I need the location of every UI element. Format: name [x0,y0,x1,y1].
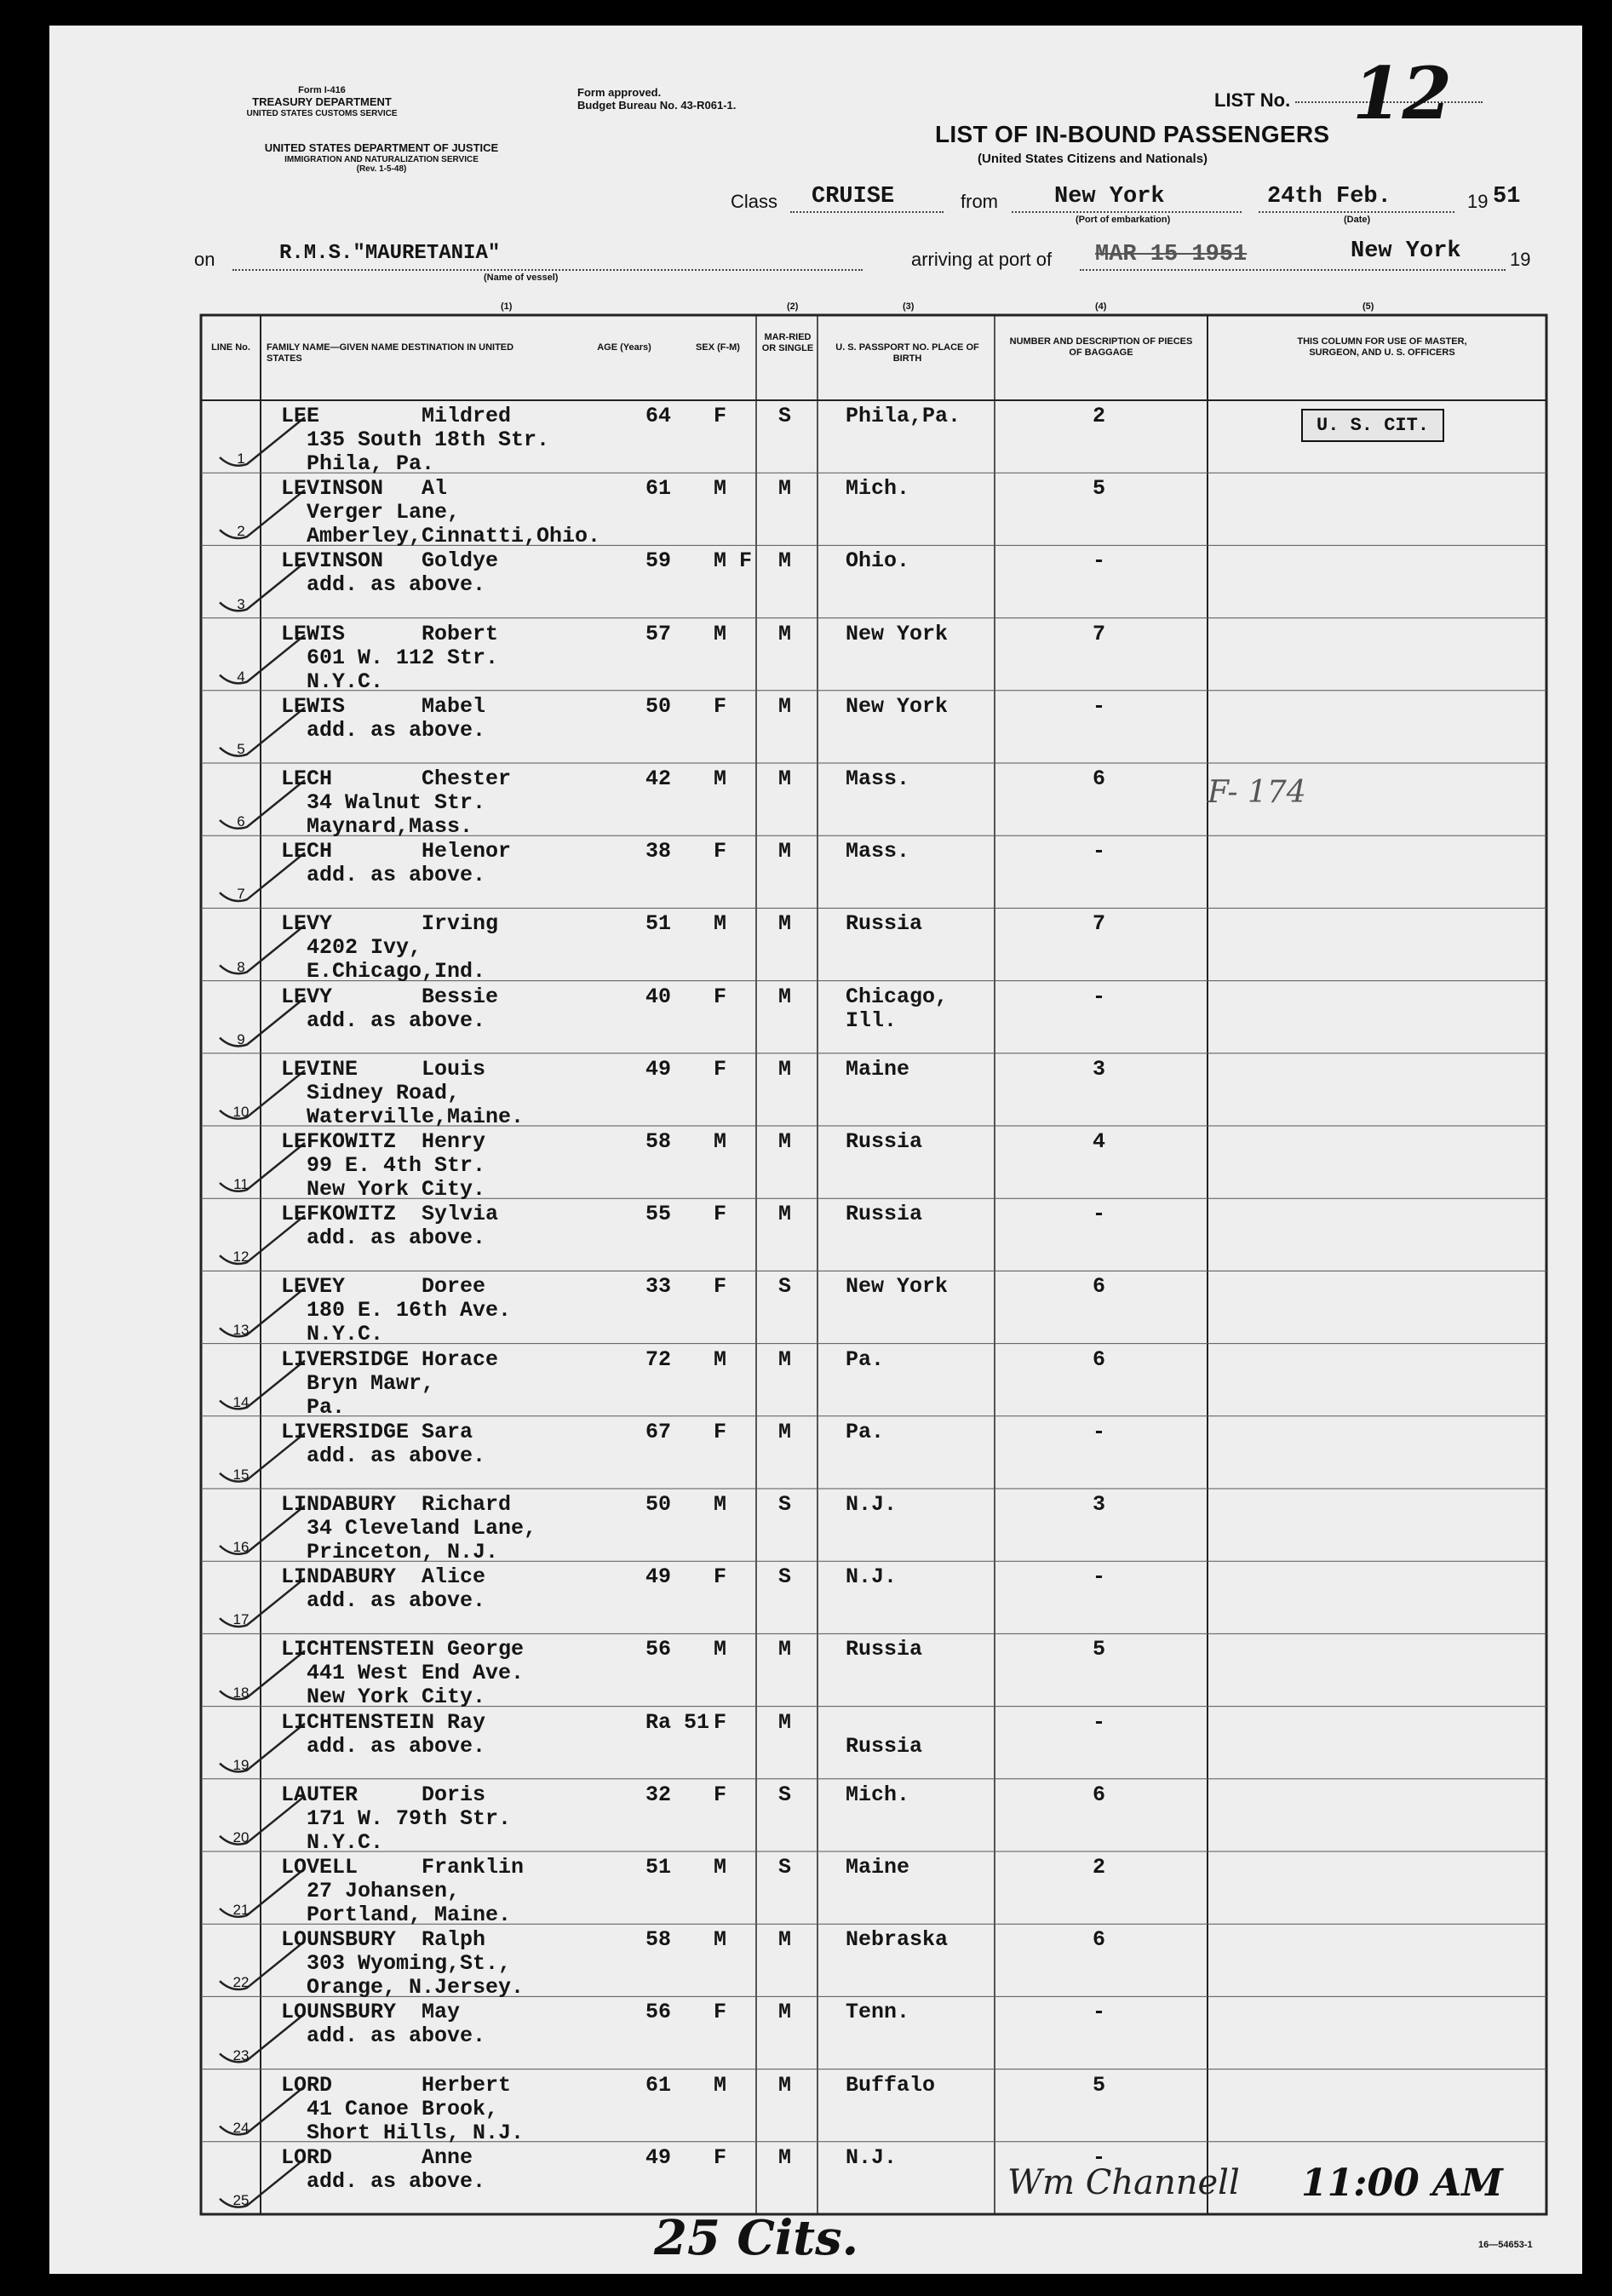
table-row [49,691,1582,763]
table-row [49,1271,1582,1347]
sex: F [714,1056,727,1082]
age: 49 [645,1056,672,1082]
passenger-name: LEFKOWITZ Henry [281,1129,486,1154]
table-row [49,1779,1582,1855]
arriving-value: New York [1351,238,1461,264]
sex: M [714,1637,727,1662]
place-of-birth: N.J. [846,1564,898,1590]
place-of-birth: Ohio. [846,548,910,574]
date-label: (Date) [1344,215,1371,225]
footer-code: 16—54653-1 [1478,2240,1533,2250]
baggage-count: - [1093,1419,1106,1444]
passenger-address: Portland, Maine. [281,1903,512,1927]
place-of-birth: Ill. [846,1007,898,1033]
header-officers: THIS COLUMN FOR USE OF MASTER, SURGEON, AND U. S. OFFICERS [1297,336,1467,359]
line-number: 25 [232,2191,250,2208]
age: 61 [645,476,672,502]
table-row [49,2069,1582,2145]
sex: M [714,1855,727,1880]
baggage-count: 3 [1093,1056,1106,1082]
sex: M [714,1492,727,1517]
marital-status: M [778,984,792,1009]
marital-status: M [778,476,792,502]
sex: M [714,1346,727,1372]
sex: F [714,839,727,864]
marital-status: M [778,766,792,791]
table-row [49,545,1582,617]
sex: F [714,404,727,428]
marital-status: M [778,2072,792,2098]
form-sheet [49,26,1582,2274]
table-row [49,618,1582,694]
baggage-count: 5 [1093,476,1106,502]
table-row [49,1344,1582,1420]
sex: M [714,911,727,937]
on-label: on [194,249,215,270]
baggage-count: 5 [1093,1637,1106,1662]
place-of-birth: Mich. [846,1782,910,1807]
line-number: 9 [237,1030,245,1048]
passenger-address: add. as above. [281,1733,486,1759]
passenger-address: add. as above. [281,572,486,598]
table-row [49,1416,1582,1489]
sex: F [714,2000,727,2025]
page-subtitle: (United States Citizens and Nationals) [978,152,1208,166]
table-row [49,1924,1582,2000]
baggage-count: 6 [1093,1782,1106,1807]
passenger-address: 27 Johansen, [281,1879,461,1903]
year-prefix: 19 [1467,191,1489,212]
table-row [49,1633,1582,1710]
justice-label: UNITED STATES DEPARTMENT OF JUSTICE [264,141,499,154]
port-embark-label: (Port of embarkation) [1076,215,1171,225]
passenger-address: Maynard,Mass. [281,814,473,839]
baggage-count: - [1093,1202,1106,1227]
page-title: LIST OF IN-BOUND PASSENGERS [935,121,1330,147]
age: 42 [645,766,672,791]
passenger-name: LOUNSBURY May [281,2000,461,2025]
baggage-count: 6 [1093,1927,1106,1953]
table-row [49,1707,1582,1779]
sex: F [714,984,727,1009]
passenger-address: New York City. [281,1177,486,1202]
baggage-count: - [1093,2000,1106,2025]
passenger-address: 171 W. 79th Str. [281,1805,512,1831]
age: 51 [645,1855,672,1880]
passenger-address: add. as above. [281,863,486,888]
col-num-3: (3) [903,301,915,312]
col-num-5: (5) [1362,301,1374,312]
passenger-name: LOVELL Franklin [281,1855,525,1880]
age: 72 [645,1346,672,1372]
passenger-name: LINDABURY Alice [281,1564,486,1590]
header-name: FAMILY NAME—GIVEN NAME DESTINATION IN UNITED STATES [267,342,514,364]
marital-status: M [778,1637,792,1662]
passenger-name: LIVERSIDGE Horace [281,1346,499,1372]
age: 38 [645,839,672,864]
sex: M [714,766,727,791]
passenger-address: Verger Lane, [281,500,461,525]
passenger-address: 303 Wyoming,St., [281,1951,512,1977]
passenger-name: LICHTENSTEIN Ray [281,1709,486,1735]
sex: M [714,1927,727,1953]
arrival-time: 11:00 AM [1301,2161,1503,2205]
date-value: 24th Feb. [1267,184,1391,210]
marital-status: M [778,548,792,574]
passenger-address: 601 W. 112 Str. [281,645,499,670]
table-row [49,908,1582,984]
age: 67 [645,1419,672,1444]
table-row [49,1198,1582,1271]
line-number: 3 [237,595,245,612]
passenger-address: Amberley,Cinnatti,Ohio. [281,524,601,549]
line-number: 19 [232,1756,250,1773]
line-number: 1 [237,451,245,468]
place-of-birth: Nebraska [846,1927,949,1953]
place-of-birth: Tenn. [846,2000,910,2025]
place-of-birth: Russia [846,1733,923,1759]
header-married: MAR-RIED OR SINGLE [761,332,814,354]
passenger-address: E.Chicago,Ind. [281,959,486,984]
line-number: 6 [237,813,245,830]
passenger-address: Sidney Road, [281,1080,461,1105]
age: 33 [645,1274,672,1300]
passenger-name: LEVINE Louis [281,1056,486,1082]
sex: M [714,621,727,646]
place-of-birth: Buffalo [846,2072,936,2098]
passenger-name: LAUTER Doris [281,1782,486,1807]
table-row [49,763,1582,839]
baggage-count: 5 [1093,2072,1106,2098]
marital-status: M [778,1129,792,1154]
line-number: 18 [232,1684,250,1701]
age: 57 [645,621,672,646]
age: 49 [645,2144,672,2170]
passenger-name: LICHTENSTEIN George [281,1637,525,1662]
marital-status: M [778,1927,792,1953]
sex: M [714,1129,727,1154]
passenger-address: N.Y.C. [281,669,384,694]
treasury-label: TREASURY DEPARTMENT [252,95,392,108]
passenger-address: add. as above. [281,717,486,743]
header-passport: U. S. PASSPORT NO. PLACE OF BIRTH [835,342,979,364]
line-number: 15 [232,1466,250,1483]
list-number-value: 12 [1352,51,1452,135]
place-of-birth: Maine [846,1056,910,1082]
passenger-address: 99 E. 4th Str. [281,1153,486,1178]
passenger-address: add. as above. [281,1588,486,1614]
arriving-label: arriving at port of [911,249,1053,270]
sex: M [714,2072,727,2098]
place-of-birth: Mass. [846,766,910,791]
customs-label: UNITED STATES CUSTOMS SERVICE [246,108,398,118]
col-num-2: (2) [787,301,799,312]
header-age: AGE (Years) [597,342,651,353]
place-of-birth: Pa. [846,1346,885,1372]
place-of-birth: Mich. [846,476,910,502]
place-of-birth: Phila,Pa. [846,404,961,428]
marital-status: M [778,1202,792,1227]
baggage-count: 7 [1093,621,1106,646]
marital-status: S [778,1492,792,1517]
table-row [49,1489,1582,1564]
passenger-address: Princeton, N.J. [281,1540,499,1564]
immigration-label: IMMIGRATION AND NATURALIZATION SERVICE [284,154,479,164]
passenger-name: LORD Herbert [281,2072,512,2098]
baggage-count: 2 [1093,404,1106,428]
passenger-name: LINDABURY Richard [281,1492,512,1517]
marital-status: M [778,2000,792,2025]
from-label: from [961,191,998,212]
passenger-name: LEVINSON Al [281,476,448,502]
baggage-count: 4 [1093,1129,1106,1154]
marital-status: M [778,1419,792,1444]
passenger-address: 441 West End Ave. [281,1661,525,1686]
table-row [49,1126,1582,1202]
age: 55 [645,1202,672,1227]
arriving-year-prefix: 19 [1510,249,1531,270]
line-number: 5 [237,740,245,757]
age: 51 [645,911,672,937]
table-row [49,981,1582,1053]
age: 59 [645,548,672,574]
passenger-name: LEWIS Mabel [281,693,486,719]
list-no-label: LIST No. [1214,89,1291,111]
table-row [49,1851,1582,1927]
place-of-birth: Russia [846,1129,923,1154]
place-of-birth: Maine [846,1855,910,1880]
baggage-count: 3 [1093,1492,1106,1517]
form-number: Form I-416 [298,85,346,95]
age: 50 [645,1492,672,1517]
age: 56 [645,1637,672,1662]
baggage-count: - [1093,1709,1106,1735]
line-number: 16 [232,1539,250,1556]
line-number: 21 [232,1902,250,1919]
place-of-birth: Chicago, [846,984,949,1009]
passenger-address: N.Y.C. [281,1322,384,1347]
passenger-address: Phila, Pa. [281,451,435,476]
class-value: CRUISE [812,184,895,210]
line-number: 23 [232,2046,250,2064]
age: 32 [645,1782,672,1807]
revision-label: (Rev. 1-5-48) [356,164,407,175]
marital-status: S [778,1564,792,1590]
header-baggage: NUMBER AND DESCRIPTION OF PIECES OF BAGGAGE [1009,336,1193,359]
baggage-count: 6 [1093,1274,1106,1300]
approved-label: Form approved. [577,86,662,99]
sex: F [714,1564,727,1590]
passenger-address: add. as above. [281,1443,486,1468]
passenger-address: 135 South 18th Str. [281,428,550,452]
place-of-birth: Mass. [846,839,910,864]
passenger-address: 34 Walnut Str. [281,790,486,815]
marital-status: M [778,1056,792,1082]
age: 64 [645,404,672,428]
us-citizen-stamp: U. S. CIT. [1301,409,1444,442]
passenger-address: add. as above. [281,1007,486,1033]
passenger-name: LORD Anne [281,2144,473,2170]
line-number: 17 [232,1611,250,1628]
passenger-name: LEE Mildred [281,404,512,428]
baggage-count: - [1093,984,1106,1009]
sex: F [714,1709,727,1735]
passenger-address: Pa. [281,1394,346,1420]
passenger-name: LEVY Bessie [281,984,499,1009]
passenger-name: LECH Helenor [281,839,512,864]
line-number: 24 [232,2119,250,2136]
baggage-count: 6 [1093,1346,1106,1372]
marital-status: M [778,839,792,864]
passenger-address: 34 Cleveland Lane, [281,1516,537,1541]
arriving-stamp: MAR 15 1951 [1095,242,1248,267]
passenger-address: New York City. [281,1685,486,1710]
passenger-name: LOUNSBURY Ralph [281,1927,486,1953]
passenger-address: Bryn Mawr, [281,1370,435,1396]
place-of-birth: Russia [846,1637,923,1662]
side-note: F- 174 [1208,775,1306,810]
sex: F [714,2144,727,2170]
sex: F [714,1782,727,1807]
line-number: 4 [237,668,245,685]
marital-status: M [778,2144,792,2170]
passenger-name: LIVERSIDGE Sara [281,1419,473,1444]
place-of-birth: Russia [846,1202,923,1227]
class-label: Class [731,191,778,212]
header-sex: SEX (F-M) [696,342,740,353]
table-row [49,1996,1582,2069]
place-of-birth: Pa. [846,1419,885,1444]
baggage-count: - [1093,1564,1106,1590]
marital-status: M [778,1346,792,1372]
table-row [49,835,1582,908]
passenger-address: Orange, N.Jersey. [281,1975,525,2000]
passenger-address: add. as above. [281,1225,486,1251]
age: Ra 51 [645,1709,710,1735]
place-of-birth: New York [846,693,949,719]
sex: F [714,1419,727,1444]
sex: M [714,476,727,502]
marital-status: S [778,404,792,428]
line-number: 13 [232,1321,250,1338]
vessel-value: R.M.S."MAURETANIA" [279,242,501,265]
place-of-birth: Russia [846,911,923,937]
from-value: New York [1054,184,1165,210]
baggage-count: 7 [1093,911,1106,937]
line-number: 8 [237,958,245,975]
vessel-label: (Name of vessel) [484,273,559,283]
year-value: 51 [1493,184,1521,210]
citizen-count: 25 Cits. [654,2210,859,2266]
col-num-4: (4) [1095,301,1107,312]
passenger-address: 41 Canoe Brook, [281,2096,499,2121]
baggage-count: - [1093,693,1106,719]
sex: F [714,693,727,719]
passenger-address: 180 E. 16th Ave. [281,1298,512,1323]
line-number: 20 [232,1828,250,1845]
age: 58 [645,1129,672,1154]
passenger-address: Waterville,Maine. [281,1104,525,1129]
baggage-count: 6 [1093,766,1106,791]
passenger-address: add. as above. [281,2168,486,2194]
age: 49 [645,1564,672,1590]
line-number: 12 [232,1248,250,1266]
passenger-address: N.Y.C. [281,1829,384,1855]
place-of-birth: N.J. [846,1492,898,1517]
baggage-count: - [1093,548,1106,574]
line-number: 11 [233,1176,249,1193]
passenger-name: LEWIS Robert [281,621,499,646]
marital-status: M [778,911,792,937]
marital-status: S [778,1855,792,1880]
passenger-name: LEVY Irving [281,911,499,937]
passenger-address: add. as above. [281,2023,486,2049]
place-of-birth: New York [846,621,949,646]
baggage-count: - [1093,839,1106,864]
col-num-1: (1) [501,301,513,312]
signature: Wm Channell [1007,2163,1240,2202]
passenger-name: LEVEY Doree [281,1274,486,1300]
age: 56 [645,2000,672,2025]
sex: F [714,1274,727,1300]
line-number: 7 [237,886,245,903]
age: 58 [645,1927,672,1953]
baggage-count: 2 [1093,1855,1106,1880]
header-line-no: LINE No. [211,342,250,353]
line-number: 14 [232,1393,250,1410]
table-row [49,473,1582,549]
place-of-birth: New York [846,1274,949,1300]
marital-status: S [778,1274,792,1300]
table-row [49,1561,1582,1633]
line-number: 10 [232,1103,250,1120]
table-row [49,1053,1582,1129]
marital-status: S [778,1782,792,1807]
budget-label: Budget Bureau No. 43-R061-1. [577,98,737,112]
passenger-name: LECH Chester [281,766,512,791]
passenger-address: Short Hills, N.J. [281,2120,525,2145]
sex: F [714,1202,727,1227]
age: 40 [645,984,672,1009]
sex: M F [714,548,753,574]
passenger-address: 4202 Ivy, [281,935,422,961]
marital-status: M [778,693,792,719]
age: 61 [645,2072,672,2098]
passenger-name: LEFKOWITZ Sylvia [281,1202,499,1227]
line-number: 2 [237,523,245,540]
marital-status: M [778,1709,792,1735]
place-of-birth: N.J. [846,2144,898,2170]
age: 50 [645,693,672,719]
marital-status: M [778,621,792,646]
passenger-name: LEVINSON Goldye [281,548,499,574]
baggage-count: - [1093,2144,1106,2170]
line-number: 22 [232,1974,250,1991]
